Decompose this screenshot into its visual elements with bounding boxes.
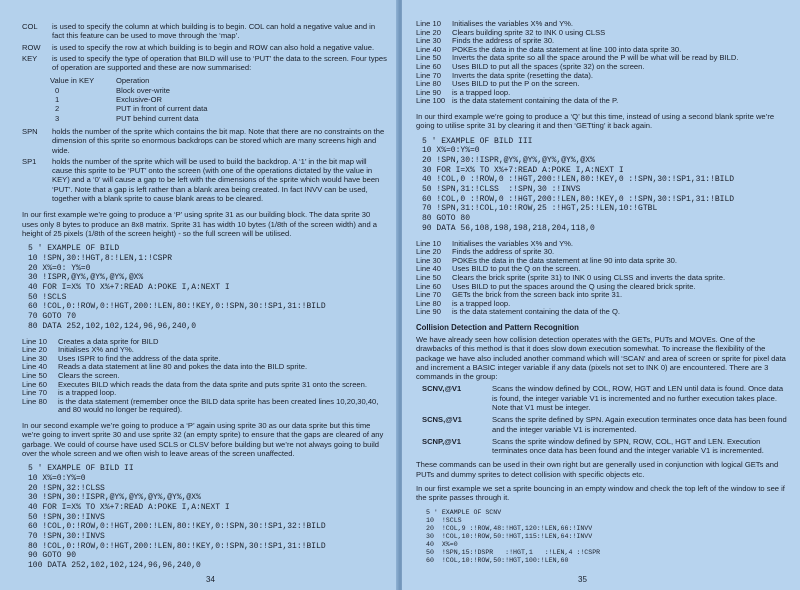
line-description: Executes BILD which reads the data from the data sprite and puts sprite 31 onto the screen. xyxy=(58,379,367,389)
definition-text: is used to specify the column at which building is to begin. COL can hold a negative value and in fact this feature can be used to move through the ‘map’. xyxy=(52,22,376,41)
line-number: Line 80 xyxy=(22,396,47,406)
line-number: Line 100 xyxy=(416,96,446,106)
line-description: is a trapped loop. xyxy=(452,87,511,97)
line-description: Finds the address of sprite 30. xyxy=(452,247,555,257)
line-description: Creates a data sprite for BILD xyxy=(58,336,159,346)
line-number: Line 40 xyxy=(22,362,47,372)
line-explanations-1 xyxy=(22,338,388,415)
key-header-operation: Operation xyxy=(116,76,150,86)
line-number: Line 50 xyxy=(416,53,441,63)
right-page xyxy=(402,0,800,590)
line-number: Line 90 xyxy=(416,87,441,97)
line-description: is the data statement containing the data of the Q. xyxy=(452,307,621,317)
definition-row xyxy=(22,157,388,205)
line-description: Initialises X% and Y%. xyxy=(58,345,134,355)
command-description: Scans the sprite defined by SPN. Again execution terminates once data has been found and the integer variable V1 is incremented. xyxy=(492,415,787,434)
line-description: Uses BILD to put all the spaces (sprite 32) on the screen. xyxy=(452,61,645,71)
line-description: GETs the brick from the screen back into sprite 31. xyxy=(452,290,623,300)
left-page xyxy=(0,0,398,590)
command-name: SCNV,@V1 xyxy=(422,384,462,394)
definition-text: is used to specify the type of operation that BILD will use to ‘PUT’ the data to the screen. Four types of operation are supported and these are now summarised: xyxy=(52,53,387,73)
line-number: Line 10 xyxy=(22,336,47,346)
command-description: Scans the window defined by COL, ROW, HGT and LEN until data is found. Once data is found, the integer variable V1 is incremented and no further execution takes place. Note that V1 must be integer. xyxy=(492,384,784,412)
line-description: Uses BILD to put the P on the screen. xyxy=(452,79,580,89)
definition-row xyxy=(22,43,388,54)
line-number: Line 10 xyxy=(416,19,441,28)
key-header-value: Value in KEY xyxy=(50,76,95,86)
line-description: Initialises the variables X% and Y%. xyxy=(452,19,574,28)
key-table-row xyxy=(50,95,388,104)
command-name: SCNS,@V1 xyxy=(422,415,462,425)
program-listing-2: 5 ' EXAMPLE OF BILD II 10 X%=0:Y%=0 20 !SPN,32:!CLSS 30 !SPN,30:!ISPR,@Y%,@Y%,@Y%,@Y%,@X% 40 FOR I=X% TO X%+7:READ A:POKE I,A:NEXT I 50 !SPN,30:!INVS 60 !COL,0:!ROW,0:!HGT,200:!LEN,80:!KEY,0:!SPN,30:!SP1,32:!BILD 70 !SPN,30:!INVS 80 !COL,0:!ROW,0:!HGT,200:!LEN,80:!KEY,0:!SPN,30:!SP1,31:!BILD 90 GOTO 90 100 DATA 252,102,102,124,96,96,240,0 xyxy=(28,464,326,571)
line-explanation xyxy=(22,398,388,415)
command-list xyxy=(416,384,790,455)
line-number: Line 60 xyxy=(416,281,441,291)
line-description: Uses ISPR to find the address of the data sprite. xyxy=(58,353,221,363)
line-number: Line 20 xyxy=(22,345,47,355)
key-operation: Exclusive-OR xyxy=(116,95,162,105)
key-table-row xyxy=(50,114,388,123)
line-explanation xyxy=(416,308,790,317)
definition-row xyxy=(22,54,388,75)
definition-text: holds the number of the sprite which contains the bit map. Note that there are no constraints on the dimension of this sprite so enormous backdrops can be stored which are many screens high and wide. xyxy=(52,126,385,155)
program-listing-1: 5 ' EXAMPLE OF BILD 10 !SPN,30:!HGT,8:!LEN,1:!CSPR 20 X%=0: Y%=0 30 !ISPR,@Y%,@Y%,@Y%,@X% 40 FOR I=X% TO X%+7:READ A:POKE I,A:NEXT I 50 !SCLS 60 !COL,0:!ROW,0:!HGT,200:!LEN,80:!KEY,0:!SPN,30:!SP1,31:!BILD 70 GOTO 70 80 DATA 252,102,102,124,96,96,240,0 xyxy=(28,244,326,331)
program-listing-4: 5 ' EXAMPLE OF SCNV 10 !SCLS 20 !COL,9 :!ROW,48:!HGT,120:!LEN,66:!INVV 30 !COL,10:!ROW,50:!HGT,115:!LEN,64:!INVV 40 X%=0 50 !SPN,15:!DSPR :!HGT,1 :!LEN,4 :!CSPR 60 !COL,10:!ROW,50:!HGT,100:!LEN,60 xyxy=(426,508,601,564)
key-value: 0 xyxy=(55,85,60,95)
line-description: Reads a data statement at line 80 and pokes the data into the BILD sprite. xyxy=(58,362,308,372)
line-number: Line 70 xyxy=(416,290,441,300)
line-number: Line 70 xyxy=(22,388,47,398)
line-description: is the data statement containing the data of the P. xyxy=(452,96,619,106)
line-number: Line 80 xyxy=(416,298,441,308)
line-description: Inverts the data sprite (resetting the data). xyxy=(452,70,593,80)
line-number: Line 60 xyxy=(22,379,47,389)
line-number: Line 30 xyxy=(22,353,47,363)
definition-term: SPN xyxy=(22,126,38,136)
key-operation: Block over-write xyxy=(116,85,171,95)
key-table-header xyxy=(50,76,388,85)
line-number: Line 20 xyxy=(416,27,441,37)
definitions-list xyxy=(22,22,388,74)
line-description: Inverts the data sprite so all the space around the P will be what will be read by BILD. xyxy=(452,53,739,63)
line-description: POKEs the data in the data statement at line 100 into data sprite 30. xyxy=(452,44,682,54)
definition-text: holds the number of the sprite which will be used to build the backdrop. A ‘1’ in the bit map will cause this sprite to be ‘PUT’ onto the screen (with one of the operations dictated by the value in KEY) and a ‘0’ will cause a gap to be left with the dimensions of the sprite which would have been ‘PUT’. Note that a gap is left rather than a blank area being created. In fact INVV can be used, together with a blank sprite to cause blank areas to be cleared. xyxy=(52,156,380,204)
key-table-row xyxy=(50,104,388,113)
example4-intro: In our first example we set a sprite bouncing in an empty window and check the top left of the window to see if the sprite passes through it. xyxy=(416,484,785,503)
line-number: Line 50 xyxy=(22,370,47,380)
line-number: Line 40 xyxy=(416,44,441,54)
example2-intro: In our second example we’re going to produce a ‘P’ again using sprite 30 as our data sprite but this time we’re going to invert sprite 30 and use sprite 32 (an empty sprite) to ensure that the gaps are cleared of any garbage. We could of course have used SCLS or CLSV before building but we’re not always going to build over the whole screen and we often wish to leave areas of the screen unaffected. xyxy=(22,420,384,458)
line-number: Line 90 xyxy=(416,307,441,317)
line-description: is a trapped loop. xyxy=(452,298,511,308)
page-number: 35 xyxy=(578,575,587,584)
key-operation: PUT behind current data xyxy=(116,113,199,123)
line-number: Line 10 xyxy=(416,238,441,248)
line-explanations-2 xyxy=(416,20,790,106)
commands-note: These commands can be used in their own right but are generally used in conjunction with logical GETs and PUTs and dummy sprites to detect collision with specific objects etc. xyxy=(416,460,779,479)
line-description: Clears the brick sprite (sprite 31) to INK 0 using CLSS and inverts the data sprite. xyxy=(452,272,726,282)
page-number: 34 xyxy=(206,575,215,584)
collision-intro: We have already seen how collision detection operates with the GETs, PUTs and MOVEs. One of the drawbacks of this method is that it does slow down execution somewhat. To increase the flexibility of the package we have also included another command which will ‘SCAN’ and area of screen or sprite for pixel data and increment a BASIC integer variable if any data (pixels not set to INK 0) are encountered. There are 3 commands in the group: xyxy=(416,334,786,382)
line-explanation xyxy=(416,97,790,106)
command-entry xyxy=(416,415,790,434)
key-table-row xyxy=(50,86,388,95)
line-description: Finds the address of sprite 30. xyxy=(452,36,555,46)
line-number: Line 60 xyxy=(416,61,441,71)
example1-intro: In our first example we’re going to produce a ‘P’ using sprite 31 as our building block. The data sprite 30 uses only 8 bytes to produce an 8x8 matrix. Sprite 31 has width 10 bytes (1/8th of the screen width) and a height of 25 pixels (1/8th of the screen height) - so the full screen will be utilised. xyxy=(22,210,377,238)
line-number: Line 20 xyxy=(416,247,441,257)
definition-text: is used to specify the row at which building is to begin and ROW can also hold a negative value. xyxy=(52,42,375,52)
command-name: SCNP,@V1 xyxy=(422,436,461,446)
line-number: Line 30 xyxy=(416,36,441,46)
key-operation: PUT in front of current data xyxy=(116,104,208,114)
line-explanations-3 xyxy=(416,240,790,317)
command-entry xyxy=(416,384,790,412)
definition-row xyxy=(22,22,388,43)
program-listing-3: 5 ' EXAMPLE OF BILD III 10 X%=0:Y%=0 20 !SPN,30:!ISPR,@Y%,@Y%,@Y%,@Y%,@X% 30 FOR I=X% TO X%+7:READ A:POKE I,A:NEXT I 40 !COL,0 :!ROW,0 :!HGT,200:!LEN,80:!KEY,0 :!SPN,30:!SP1,31:!BILD 50 !SPN,31:!CLSS :!SPN,30 :!INVS 60 !COL,0 :!ROW,0 :!HGT,200:!LEN,80:!KEY,0 :!SPN,30:!SP1,31:!BILD 70 !SPN,31:!COL,10:!ROW,25 :!HGT,25:!LEN,10:!GTBL 80 GOTO 80 90 DATA 56,108,198,198,218,204,118,0 xyxy=(422,136,735,233)
line-description: Clears building sprite 32 to INK 0 using CLSS xyxy=(452,27,606,37)
line-description: is a trapped loop. xyxy=(58,388,117,398)
line-description: Uses BILD to put the spaces around the Q using the cleared brick sprite. xyxy=(452,281,696,291)
definition-term: COL xyxy=(22,22,38,31)
line-number: Line 40 xyxy=(416,264,441,274)
key-values-table xyxy=(50,76,388,122)
line-number: Line 30 xyxy=(416,255,441,265)
definition-term: ROW xyxy=(22,42,41,52)
key-value: 1 xyxy=(55,95,60,105)
line-description: Clears the screen. xyxy=(58,370,120,380)
line-number: Line 50 xyxy=(416,272,441,282)
key-value: 2 xyxy=(55,104,60,114)
line-description: Initialises the variables X% and Y%. xyxy=(452,238,574,248)
line-description: is the data statement (remember once the BILD data sprite has been created lines 10,20,30,40, and 80 would no longer be required). xyxy=(58,396,379,415)
key-value: 3 xyxy=(55,113,60,123)
definitions-list-2 xyxy=(22,127,388,205)
definition-term: KEY xyxy=(22,53,38,63)
example3-intro: In our third example we’re going to produce a ‘Q’ but this time, instead of using a second blank sprite we’re going to utilise sprite 31 by clearing it and then ‘GETting’ it back again. xyxy=(416,111,775,131)
command-description: Scans the sprite window defined by SPN, ROW, COL, HGT and LEN. Execution terminates once data has been found and the integer variable V1 is incremented. xyxy=(492,436,764,456)
line-description: POKEs the data in the data statement at line 90 into data sprite 30. xyxy=(452,255,678,265)
line-number: Line 70 xyxy=(416,70,441,80)
section-heading: Collision Detection and Pattern Recognition xyxy=(416,322,579,332)
line-description: Uses BILD to put the Q on the screen. xyxy=(452,264,581,274)
definition-term: SP1 xyxy=(22,156,37,166)
command-entry xyxy=(416,437,790,456)
line-number: Line 80 xyxy=(416,79,441,89)
definition-row xyxy=(22,127,388,157)
